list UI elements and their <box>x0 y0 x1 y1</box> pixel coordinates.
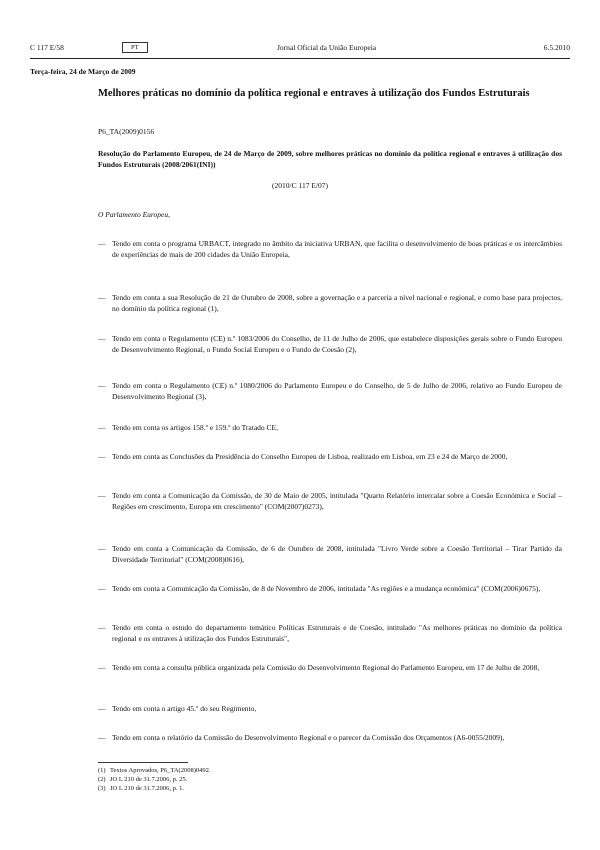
footnote-text: Textos Aprovados, P6_TA(2008)0492. <box>110 767 211 774</box>
notice-code: (2010/C 117 E/07) <box>272 181 328 190</box>
footnote-text: JO L 210 de 31.7.2006, p. 1. <box>110 785 184 792</box>
consideration-text: Tendo em conta a consulta pública organizada pela Comissão do Desenvolvimento Regional do Parlamento Europeu, em 17 de Julho de 2008, <box>112 663 540 672</box>
footnote <box>98 785 184 793</box>
consideration-item <box>98 451 562 462</box>
consideration-item <box>98 490 562 512</box>
consideration-text: Tendo em conta o estudo do departamento temático Políticas Estruturais e de Coesão, intitulado "As melhores práticas no domínio da política regional e os entraves à utilização dos Fundos Estruturais", <box>112 623 562 643</box>
consideration-item <box>98 292 562 314</box>
consideration-item <box>98 732 562 743</box>
publication-date: 6.5.2010 <box>543 43 570 52</box>
footnote-mark: (3) <box>98 785 106 792</box>
consideration-text: Tendo em conta a sua Resolução de 21 de Outubro de 2008, sobre a governação e a parceria a nível nacional e regional, e como base para projectos, no domínio da política regional (1), <box>112 293 562 313</box>
dash-marker: — <box>98 293 106 302</box>
consideration-text: Tendo em conta a Comunicação da Comissão, de 30 de Maio de 2005, intitulada "Quarto Relatório intercalar sobre a Coesão Económica e Social – Regiões em crescimento, Europa em crescimento" (COM(2007)0273), <box>112 491 562 511</box>
page-header <box>30 43 570 55</box>
resolution-heading: Resolução do Parlamento Europeu, de 24 de Março de 2009, sobre melhores práticas no domínio da política regional e entraves à utilização dos Fundos Estruturais (2008/2061(INI)) <box>98 149 562 169</box>
dash-marker: — <box>98 663 106 672</box>
consideration-text: Tendo em conta o relatório da Comissão do Desenvolvimento Regional e o parecer da Comissão dos Orçamentos (A6-0055/2009), <box>112 733 505 742</box>
consideration-item <box>98 543 562 565</box>
consideration-item <box>98 703 562 714</box>
consideration-text: Tendo em conta as Conclusões da Presidência do Conselho Europeu de Lisboa, realizado em Lisboa, em 23 e 24 de Março de 2000, <box>112 452 508 461</box>
dash-marker: — <box>98 423 106 432</box>
consideration-item <box>98 333 562 355</box>
footnote-divider <box>98 762 188 763</box>
dash-marker: — <box>98 584 106 593</box>
footnote-text: JO L 210 de 31.7.2006, p. 25. <box>110 776 188 783</box>
consideration-text: Tendo em conta o programa URBACT, integrado no âmbito da iniciativa URBAN, que facilita o desenvolvimento de boas práticas e os intercâmbios de experiências de mais de 200 cidades da União Europeia, <box>112 239 562 259</box>
consideration-item <box>98 583 562 594</box>
consideration-text: Tendo em conta o Regulamento (CE) n.º 1083/2006 do Conselho, de 11 de Julho de 2006, que estabelece disposições gerais sobre o Fundo Europeu de Desenvolvimento Regional, o Fundo Social Europeu e o Fundo de Coesão (2), <box>112 334 562 354</box>
dash-marker: — <box>98 239 106 248</box>
intro-line: O Parlamento Europeu, <box>98 210 171 219</box>
dash-marker: — <box>98 733 106 742</box>
dash-marker: — <box>98 544 106 553</box>
consideration-item <box>98 662 562 673</box>
dash-marker: — <box>98 491 106 500</box>
footnote-mark: (2) <box>98 776 106 783</box>
dash-marker: — <box>98 381 106 390</box>
dash-marker: — <box>98 623 106 632</box>
page-title: Melhores práticas no domínio da política regional e entraves à utilização dos Fundos Estruturais <box>98 88 530 99</box>
journal-title: Jornal Oficial da União Europeia <box>277 43 377 52</box>
consideration-text: Tendo em conta o artigo 45.º do seu Regimento, <box>112 704 257 713</box>
consideration-text: Tendo em conta os artigos 158.º e 159.º do Tratado CE, <box>112 423 278 432</box>
document-number: P6_TA(2009)0156 <box>98 127 155 136</box>
footnote-mark: (1) <box>98 767 106 774</box>
dash-marker: — <box>98 452 106 461</box>
footnote <box>98 767 211 775</box>
consideration-text: Tendo em conta o Regulamento (CE) n.º 1080/2006 do Parlamento Europeu e do Conselho, de 5 de Julho de 2006, relativo ao Fundo Europeu de Desenvolvimento Regional (3), <box>112 381 562 401</box>
footnote <box>98 776 187 784</box>
journal-reference: C 117 E/58 <box>30 43 64 52</box>
consideration-item <box>98 622 562 644</box>
consideration-text: Tendo em conta a Comunicação da Comissão, de 8 de Novembro de 2006, intitulada "As regiões e a mudança económica" (COM(2006)0675), <box>112 584 541 593</box>
header-divider <box>30 58 570 59</box>
dash-marker: — <box>98 334 106 343</box>
consideration-item <box>98 238 562 260</box>
consideration-item <box>98 380 562 402</box>
sitting-date: Terça-feira, 24 de Março de 2009 <box>30 67 136 76</box>
dash-marker: — <box>98 704 106 713</box>
consideration-item <box>98 422 562 433</box>
language-badge: PT <box>122 42 148 53</box>
consideration-text: Tendo em conta a Comunicação da Comissão, de 6 de Outubro de 2008, intitulada "Livro Verde sobre a Coesão Territorial – Tirar Partido da Diversidade Territorial" (COM(2008)0616), <box>112 544 562 564</box>
